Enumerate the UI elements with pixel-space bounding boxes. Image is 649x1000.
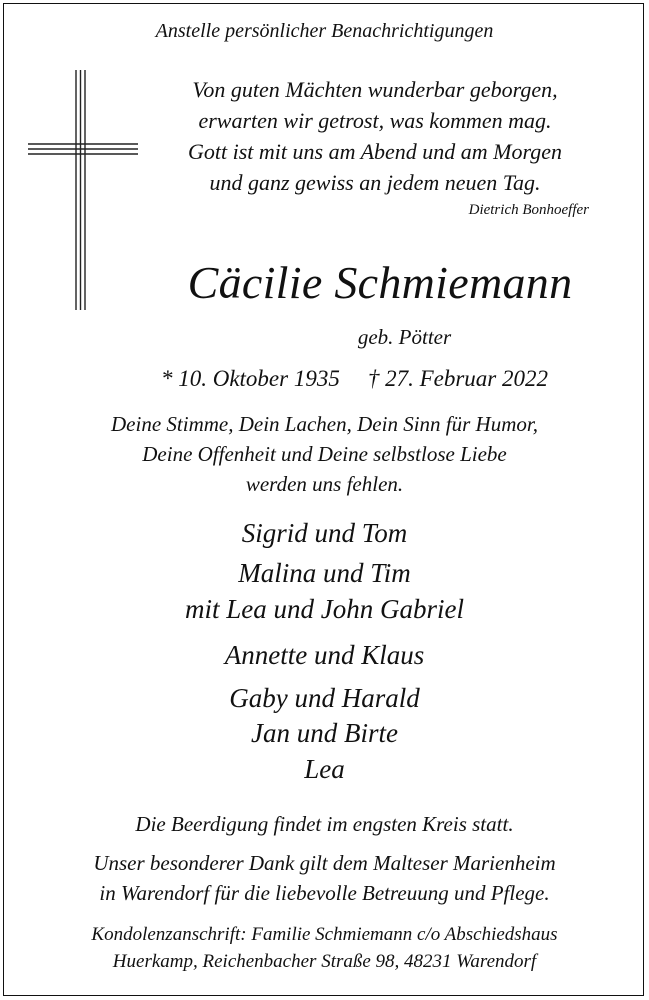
tribute-line: Deine Stimme, Dein Lachen, Dein Sinn für Humor,: [111, 412, 538, 436]
birth-date: * 10. Oktober 1935: [160, 366, 340, 391]
poem-line: Gott ist mit uns am Abend und am Morgen: [188, 139, 562, 164]
life-dates: [30, 366, 649, 392]
mourner-line: Sigrid und Tom: [241, 518, 408, 548]
tribute-line: werden uns fehlen.: [245, 472, 404, 496]
poem-author: Dietrich Bonhoeffer: [468, 202, 589, 218]
condolence-address: Kondolenzanschrift: Familie Schmiemann c/o Abschiedshaus: [91, 924, 558, 945]
poem-line: Von guten Mächten wunderbar geborgen,: [192, 77, 558, 102]
deceased-name: Cäcilie Schmiemann: [187, 257, 573, 308]
poem-line: und ganz gewiss an jedem neuen Tag.: [209, 170, 541, 195]
mourner-line: Gaby und Harald: [229, 683, 420, 713]
mourner-line: mit Lea und John Gabriel: [185, 594, 464, 624]
condolence-address: Huerkamp, Reichenbacher Straße 98, 48231 Warendorf: [112, 951, 537, 972]
burial-note: Die Beerdigung findet im engsten Kreis statt.: [135, 812, 514, 836]
thanks-line: Unser besonderer Dank gilt dem Malteser Marienheim: [93, 851, 556, 875]
thanks-line: in Warendorf für die liebevolle Betreuung und Pflege.: [99, 881, 550, 905]
intro-text: Anstelle persönlicher Benachrichtigungen: [155, 20, 494, 42]
birth-name: geb. Pötter: [357, 325, 452, 349]
mourner-line: Annette und Klaus: [224, 640, 425, 670]
mourner-line: Malina und Tim: [238, 558, 411, 588]
mourner-line: Jan und Birte: [251, 718, 398, 748]
mourner-line: Lea: [304, 754, 345, 784]
poem-line: erwarten wir getrost, was kommen mag.: [198, 108, 552, 133]
tribute-line: Deine Offenheit und Deine selbstlose Liebe: [142, 442, 507, 466]
death-date: † 27. Februar 2022: [367, 366, 549, 391]
